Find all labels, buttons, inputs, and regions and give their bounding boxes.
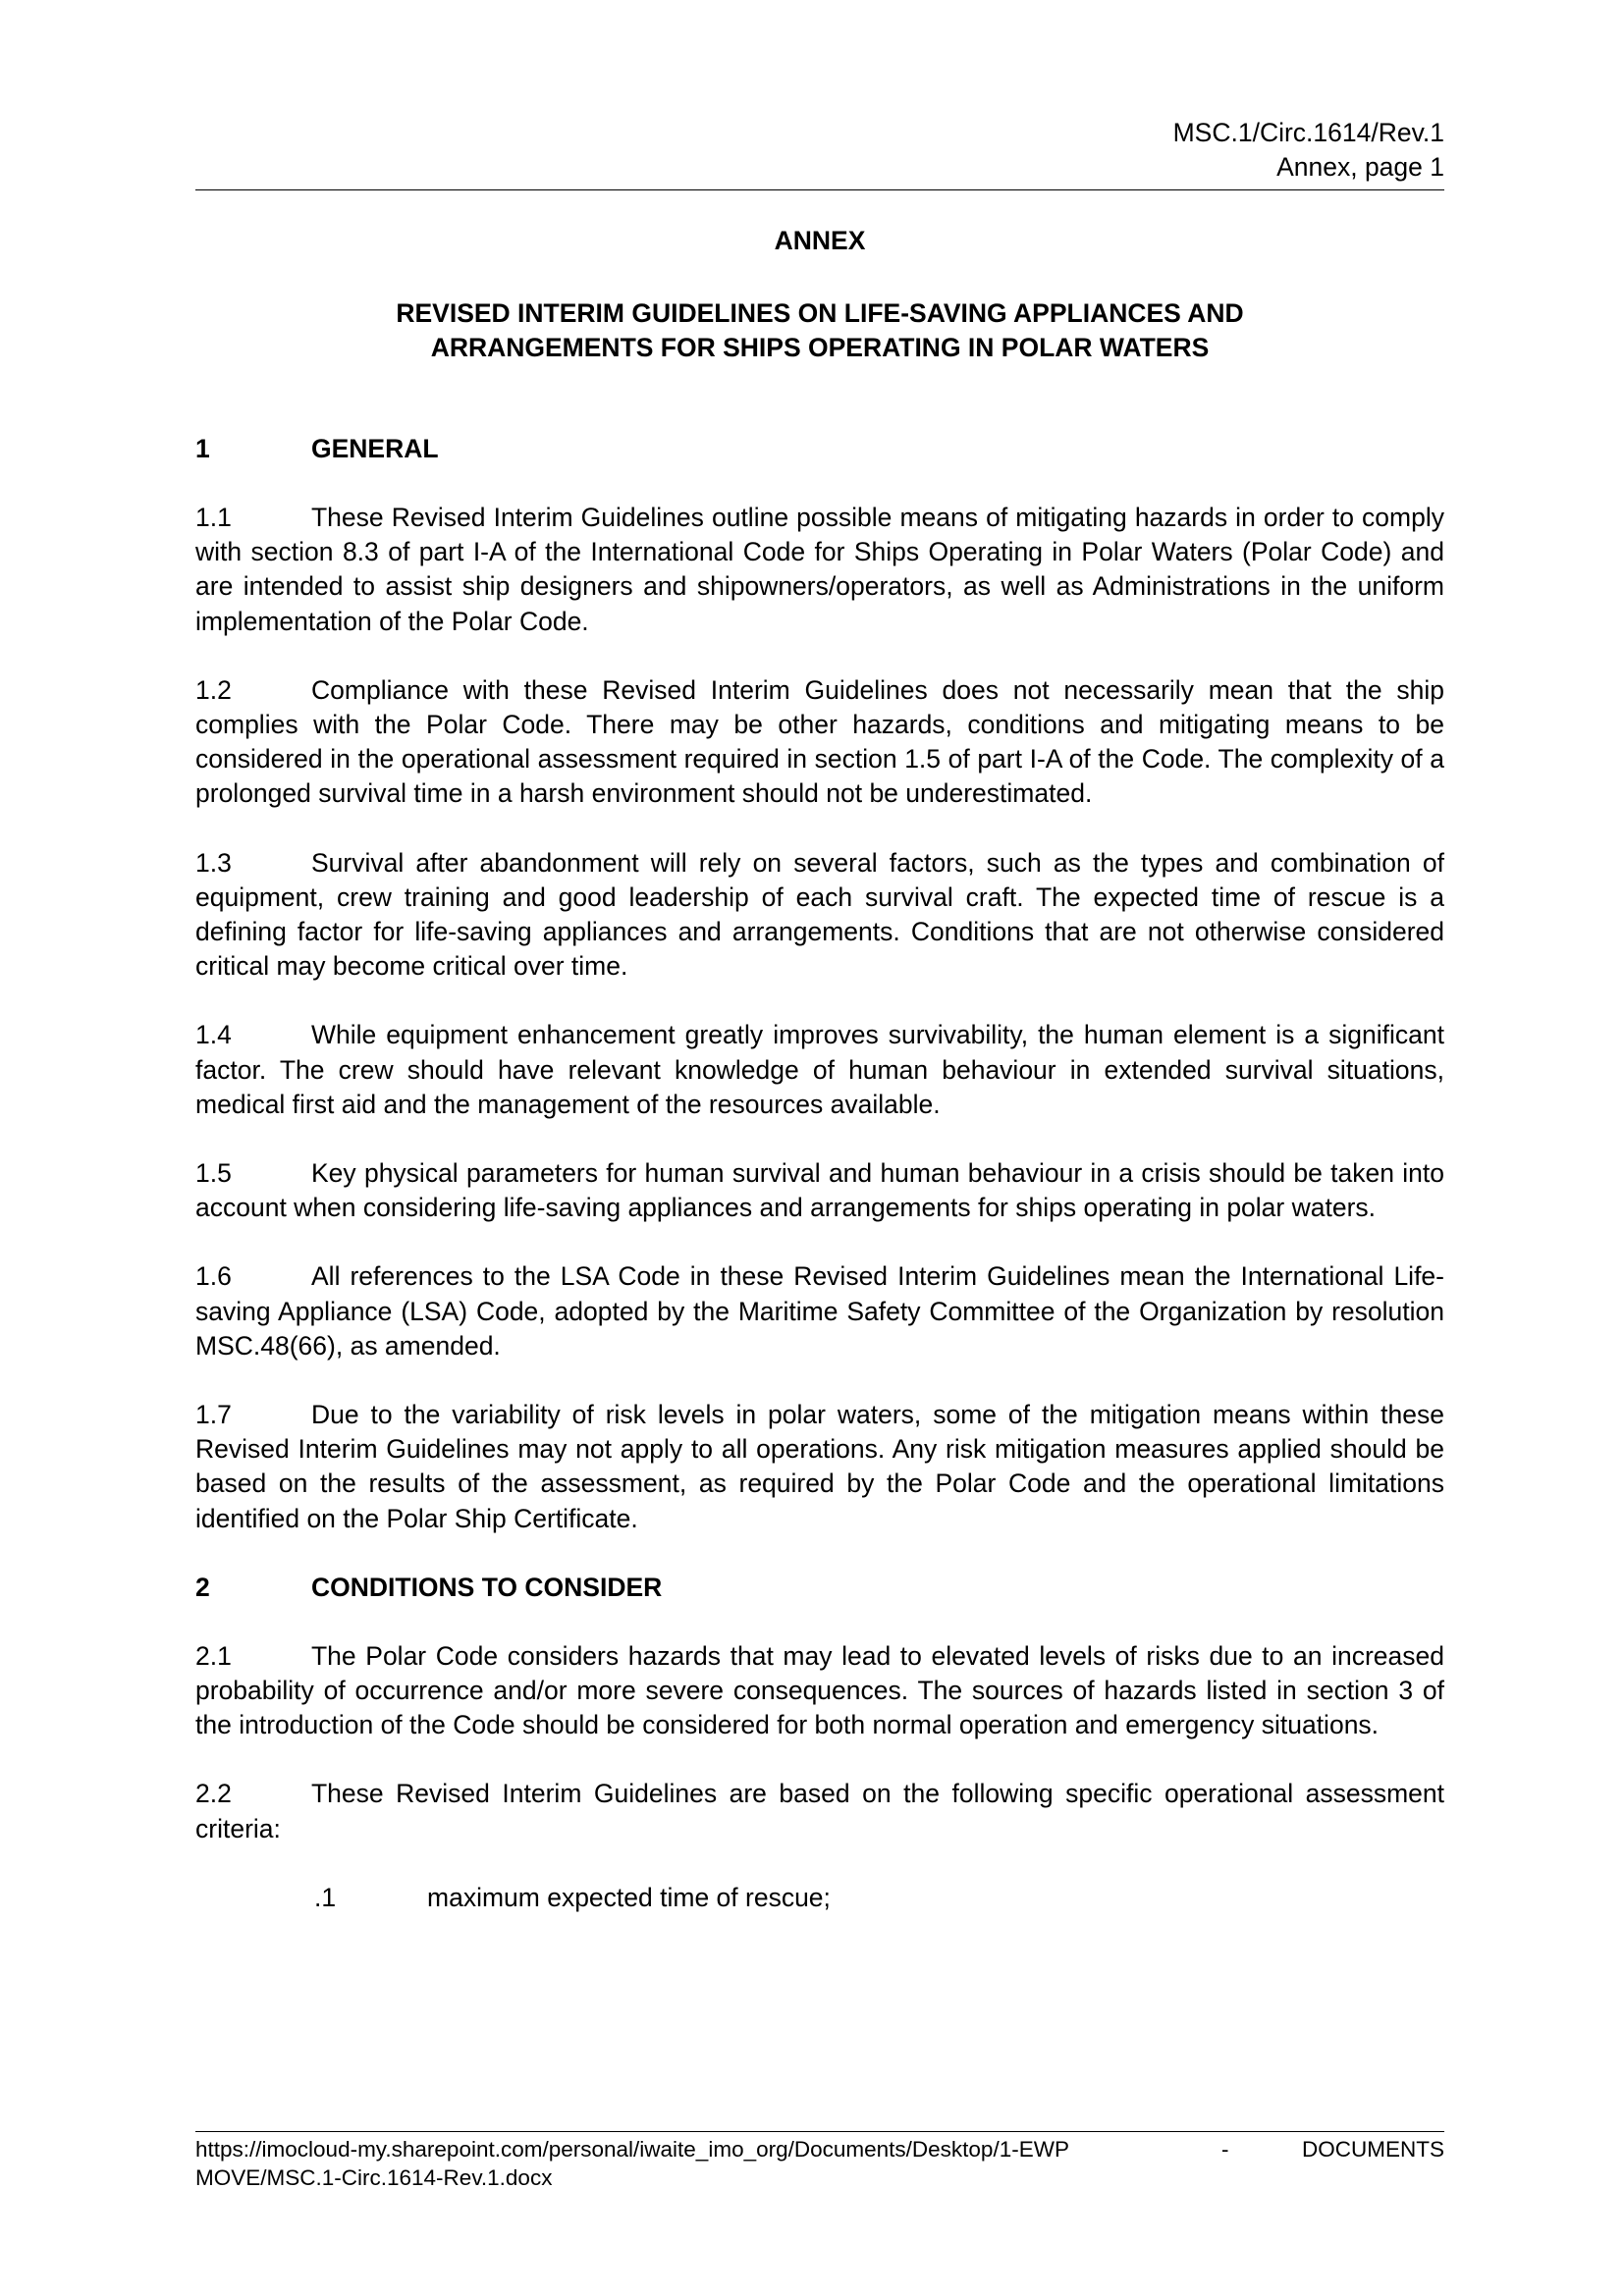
paragraph-number: 1.1 — [195, 503, 232, 532]
list-item — [195, 1881, 1444, 1915]
section-heading-conditions — [195, 1571, 1444, 1605]
footer-divider — [195, 2131, 1444, 2132]
document-title-line-1: REVISED INTERIM GUIDELINES ON LIFE-SAVING APPLIANCES AND — [396, 298, 1244, 328]
paragraph-number: 1.3 — [195, 847, 232, 878]
header-divider — [195, 189, 1444, 190]
section-heading-general — [195, 432, 1444, 466]
footer-line-1 — [195, 2135, 1444, 2163]
paragraph-1-4 — [195, 1018, 1444, 1122]
paragraph-text: These Revised Interim Guidelines are based on the following specific operational assessment criteria: — [195, 1779, 1444, 1843]
paragraph-number: 1.7 — [195, 1400, 232, 1430]
footer-line-2: MOVE/MSC.1-Circ.1614-Rev.1.docx — [195, 2165, 553, 2190]
list-item-number: .1 — [314, 1882, 337, 1912]
paragraph-number: 1.5 — [195, 1158, 232, 1189]
paragraph-number: 1.2 — [195, 674, 232, 705]
paragraph-2-2 — [195, 1777, 1444, 1845]
paragraph-number: 1.6 — [195, 1261, 232, 1292]
document-symbol: MSC.1/Circ.1614/Rev.1 — [1172, 118, 1444, 147]
footer-documents: DOCUMENTS — [1302, 2137, 1444, 2162]
paragraph-text: The Polar Code considers hazards that may lead to elevated levels of risks due to an increased probability of occurrence and/or more severe consequences. The sources of hazards listed in section 3 of the introduction of the Code should be considered for both normal operation and emergency situations. — [195, 1640, 1444, 1740]
paragraph-text: Compliance with these Revised Interim Guidelines does not necessarily mean that the ship complies with the Polar Code. There may be other hazards, conditions and mitigating means to be considered in the operational assessment required in section 1.5 of part I-A of the Code. The complexity of a prolonged survival time in a harsh environment should not be underestimated. — [195, 674, 1444, 809]
paragraph-number: 2.1 — [195, 1640, 232, 1671]
paragraph-text: Key physical parameters for human survival and human behaviour in a crisis should be taken into account when considering life-saving appliances and arrangements for ships operating in polar waters. — [195, 1158, 1444, 1223]
paragraph-text: These Revised Interim Guidelines outline possible means of mitigating hazards in order to comply with section 8.3 of part I-A of the International Code for Ships Operating in Polar Waters (Polar Code) and are intended to assist ship designers and shipowners/operators, as well as Administrations in the uniform implementation of the Polar Code. — [195, 503, 1444, 636]
paragraph-1-3 — [195, 846, 1444, 985]
paragraph-text: All references to the LSA Code in these Revised Interim Guidelines mean the International Life-saving Appliance (LSA) Code, adopted by the Maritime Safety Committee of the Organization by resolution MSC.48(66), as amended. — [195, 1261, 1444, 1361]
paragraph-1-7 — [195, 1398, 1444, 1536]
document-page — [195, 0, 1444, 2296]
section-number: 2 — [195, 1572, 210, 1602]
paragraph-1-2 — [195, 673, 1444, 812]
paragraph-text: While equipment enhancement greatly improves survivability, the human element is a significant factor. The crew should have relevant knowledge of human behaviour in extended survival situations, medical first aid and the management of the resources available. — [195, 1020, 1444, 1119]
page-label: Annex, page 1 — [1276, 152, 1444, 182]
document-title — [195, 296, 1444, 365]
paragraph-number: 2.2 — [195, 1779, 232, 1809]
page-header — [195, 116, 1444, 185]
section-title: CONDITIONS TO CONSIDER — [311, 1572, 663, 1602]
document-body — [195, 432, 1444, 1949]
paragraph-1-6 — [195, 1259, 1444, 1363]
section-title: GENERAL — [311, 434, 439, 463]
footer-path: https://imocloud-my.sharepoint.com/personal/iwaite_imo_org/Documents/Desktop/1-EWP — [195, 2137, 1069, 2162]
paragraph-2-1 — [195, 1639, 1444, 1743]
document-title-line-2: ARRANGEMENTS FOR SHIPS OPERATING IN POLAR WATERS — [430, 333, 1210, 362]
paragraph-text: Due to the variability of risk levels in polar waters, some of the mitigation means within these Revised Interim Guidelines may not apply to all operations. Any risk mitigation measures applied should be based on the results of the assessment, as required by the Polar Code and the operational limitations identified on the Polar Ship Certificate. — [195, 1400, 1444, 1533]
annex-title: ANNEX — [774, 226, 866, 255]
paragraph-text: Survival after abandonment will rely on several factors, such as the types and combination of equipment, crew training and good leadership of each survival craft. The expected time of rescue is a defining factor for life-saving appliances and arrangements. Conditions that are not otherwise considered critical may become critical over time. — [195, 847, 1444, 982]
section-number: 1 — [195, 434, 210, 463]
paragraph-number: 1.4 — [195, 1020, 232, 1050]
paragraph-1-5 — [195, 1156, 1444, 1225]
page-footer — [195, 2135, 1444, 2192]
paragraph-1-1 — [195, 501, 1444, 639]
list-item-text: maximum expected time of rescue; — [427, 1882, 831, 1912]
footer-dash: - — [1221, 2137, 1229, 2162]
